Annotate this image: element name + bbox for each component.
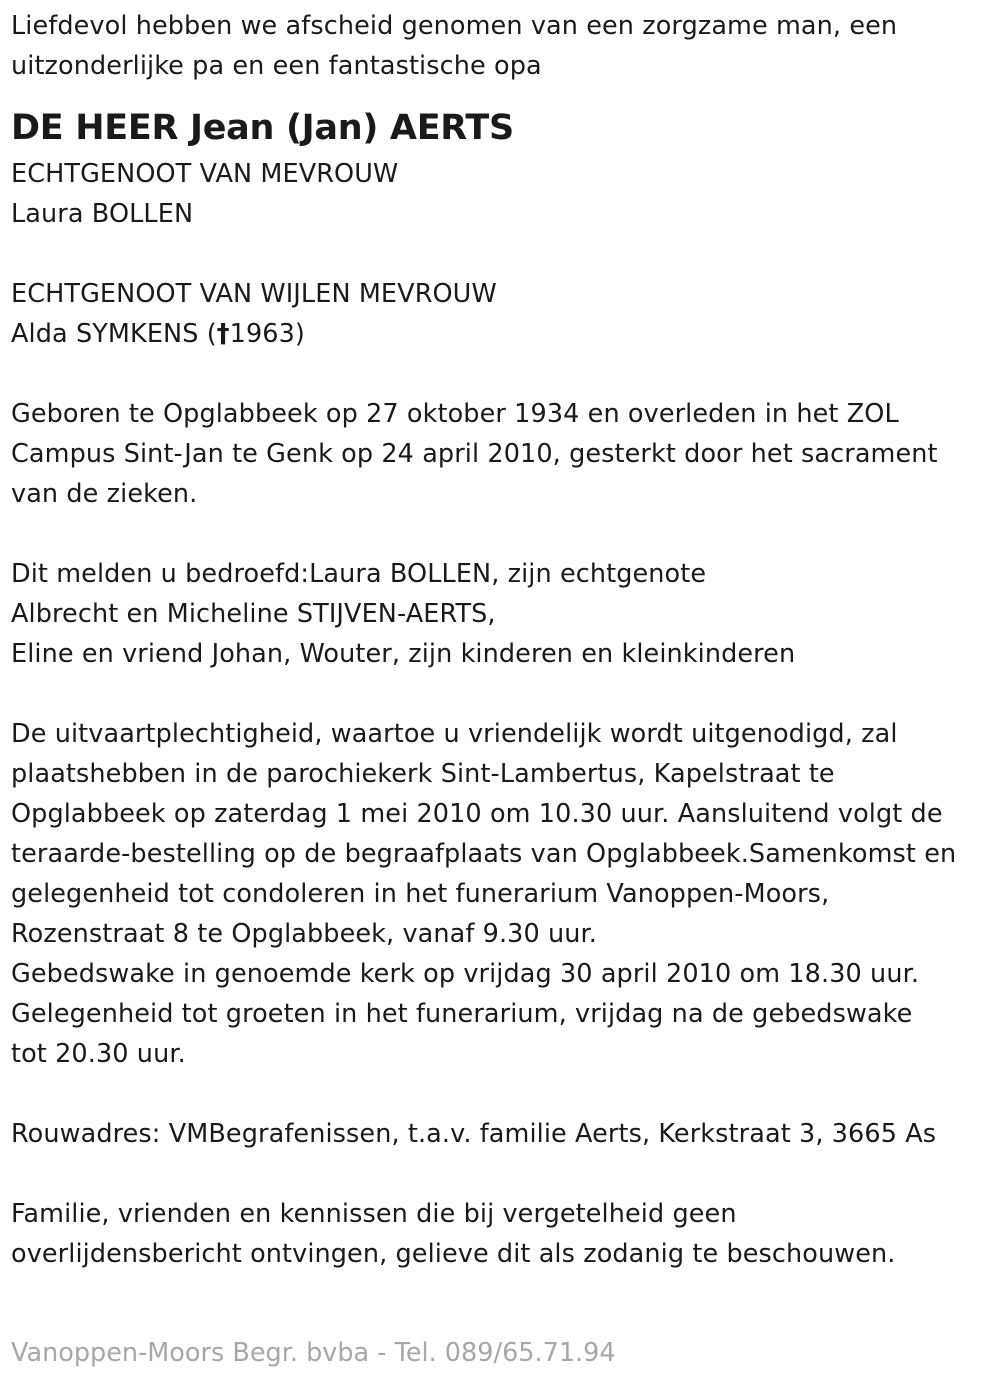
address-line: Rouwadres: VMBegrafenissen, t.a.v. familie Aerts, Kerkstraat 3, 3665 As bbox=[11, 1119, 937, 1149]
closing-line: overlijdensbericht ontvingen, gelieve dit als zodanig te beschouwen. bbox=[11, 1239, 896, 1269]
ceremony-line: plaatshebben in de parochiekerk Sint-Lambertus, Kapelstraat te bbox=[11, 759, 835, 789]
closing-line: Familie, vrienden en kennissen die bij vergetelheid geen bbox=[11, 1199, 737, 1229]
spacer bbox=[11, 674, 1000, 714]
ceremony-line: tot 20.30 uur. bbox=[11, 1039, 186, 1069]
cross-icon: † bbox=[216, 319, 230, 349]
spacer bbox=[11, 1074, 1000, 1114]
spacer bbox=[11, 1154, 1000, 1194]
spacer bbox=[11, 354, 1000, 394]
late-spouse-title: ECHTGENOOT VAN WIJLEN MEVROUW bbox=[11, 279, 497, 309]
funeral-home-footer: Vanoppen-Moors Begr. bvba - Tel. 089/65.71.94 bbox=[11, 1338, 616, 1368]
intro-line: Liefdevol hebben we afscheid genomen van een zorgzame man, een bbox=[11, 11, 898, 41]
spouse-block bbox=[11, 154, 1000, 234]
late-spouse-block bbox=[11, 274, 1000, 354]
address-paragraph bbox=[11, 1114, 1000, 1154]
late-spouse-name bbox=[11, 314, 1000, 354]
family-paragraph bbox=[11, 554, 1000, 674]
spacer bbox=[11, 514, 1000, 554]
late-spouse-year: 1963) bbox=[229, 319, 305, 349]
deceased-name: DE HEER Jean (Jan) AERTS bbox=[11, 108, 514, 148]
ceremony-line: gelegenheid tot condoleren in het funerarium Vanoppen-Moors, bbox=[11, 879, 830, 909]
ceremony-line: De uitvaartplechtigheid, waartoe u vriendelijk wordt uitgenodigd, zal bbox=[11, 719, 898, 749]
birth-death-paragraph bbox=[11, 394, 1000, 514]
ceremony-line: Rozenstraat 8 te Opglabbeek, vanaf 9.30 uur. bbox=[11, 919, 597, 949]
ceremony-line: Opglabbeek op zaterdag 1 mei 2010 om 10.30 uur. Aansluitend volgt de bbox=[11, 799, 943, 829]
intro-line: uitzonderlijke pa en een fantastische opa bbox=[11, 51, 542, 81]
closing-paragraph bbox=[11, 1194, 1000, 1274]
spouse-title: ECHTGENOOT VAN MEVROUW bbox=[11, 159, 399, 189]
birth-death-line: Geboren te Opglabbeek op 27 oktober 1934 en overleden in het ZOL bbox=[11, 399, 899, 429]
spacer bbox=[11, 234, 1000, 274]
ceremony-line: teraarde-bestelling op de begraafplaats van Opglabbeek.Samenkomst en bbox=[11, 839, 957, 869]
birth-death-line: van de zieken. bbox=[11, 479, 198, 509]
ceremony-paragraph bbox=[11, 714, 1000, 1074]
intro-paragraph bbox=[11, 6, 1000, 86]
spouse-name: Laura BOLLEN bbox=[11, 199, 194, 229]
ceremony-line: Gebedswake in genoemde kerk op vrijdag 30 april 2010 om 18.30 uur. bbox=[11, 959, 920, 989]
late-spouse-name-text: Alda SYMKENS ( bbox=[11, 319, 217, 349]
ceremony-line: Gelegenheid tot groeten in het funerarium, vrijdag na de gebedswake bbox=[11, 999, 913, 1029]
family-line: Dit melden u bedroefd:Laura BOLLEN, zijn echtgenote bbox=[11, 559, 707, 589]
family-line: Albrecht en Micheline STIJVEN-AERTS, bbox=[11, 599, 496, 629]
family-line: Eline en vriend Johan, Wouter, zijn kinderen en kleinkinderen bbox=[11, 639, 796, 669]
birth-death-line: Campus Sint-Jan te Genk op 24 april 2010, gesterkt door het sacrament bbox=[11, 439, 938, 469]
